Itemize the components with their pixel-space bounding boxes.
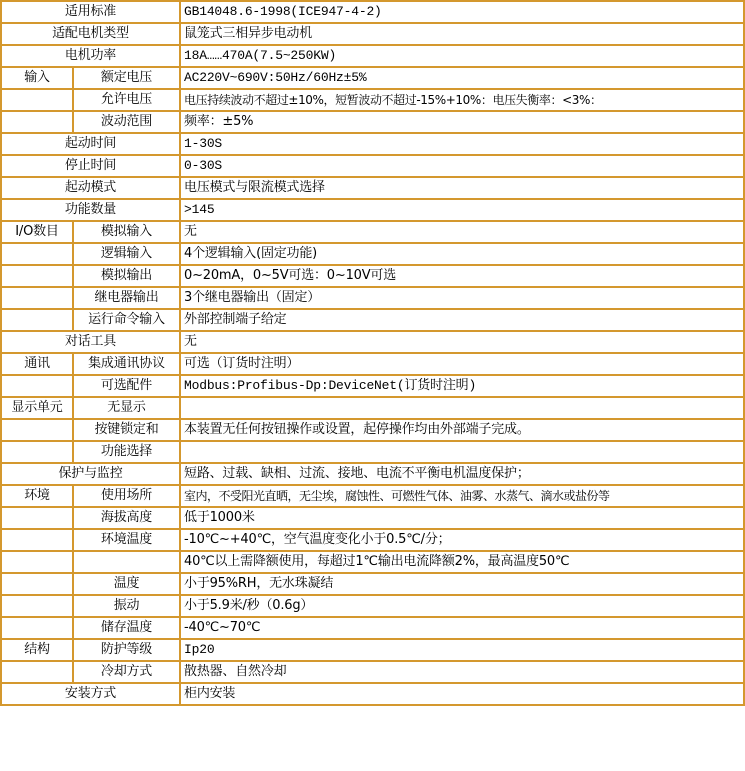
row-label: 模拟输入 — [73, 221, 180, 243]
row-value: AC220V~690V:50Hz/60Hz±5% — [180, 67, 744, 89]
row-group — [1, 309, 73, 331]
row-label: 继电器输出 — [73, 287, 180, 309]
row-group: 环境 — [1, 485, 73, 507]
row-value: 室内，不受阳光直晒，无尘埃，腐蚀性、可燃性气体、油雾、水蒸气、滴水或盐份等 — [180, 485, 744, 507]
row-label: 逻辑输入 — [73, 243, 180, 265]
table-row — [1, 617, 744, 639]
row-label: 对话工具 — [1, 331, 180, 353]
row-group — [1, 551, 73, 573]
table-row — [1, 265, 744, 287]
table-row — [1, 221, 744, 243]
row-label: 适用标准 — [1, 1, 180, 23]
row-label: 温度 — [73, 573, 180, 595]
table-row — [1, 243, 744, 265]
row-value: -10℃~+40℃，空气温度变化小于0.5℃/分； — [180, 529, 744, 551]
row-value: 4个逻辑输入(固定功能) — [180, 243, 744, 265]
row-label: 额定电压 — [73, 67, 180, 89]
row-label: 冷却方式 — [73, 661, 180, 683]
row-label: 运行命令输入 — [73, 309, 180, 331]
table-row — [1, 287, 744, 309]
row-value: 无 — [180, 331, 744, 353]
row-label — [73, 551, 180, 573]
table-row — [1, 133, 744, 155]
table-row — [1, 463, 744, 485]
row-group: 结构 — [1, 639, 73, 661]
row-group: I/O数目 — [1, 221, 73, 243]
row-value: -40℃~70℃ — [180, 617, 744, 639]
row-label: 停止时间 — [1, 155, 180, 177]
row-value — [180, 397, 744, 419]
row-group — [1, 111, 73, 133]
row-label: 波动范围 — [73, 111, 180, 133]
table-row — [1, 661, 744, 683]
row-label: 防护等级 — [73, 639, 180, 661]
row-group — [1, 375, 73, 397]
row-label: 适配电机类型 — [1, 23, 180, 45]
table-row — [1, 111, 744, 133]
row-value: 电压持续波动不超过±10%，短暂波动不超过-15%+10%：电压失衡率：<3%： — [180, 89, 744, 111]
table-row — [1, 683, 744, 705]
table-row — [1, 177, 744, 199]
table-row — [1, 23, 744, 45]
row-label: 保护与监控 — [1, 463, 180, 485]
row-group — [1, 595, 73, 617]
row-value: 可选（订货时注明） — [180, 353, 744, 375]
table-row — [1, 419, 744, 441]
row-group — [1, 661, 73, 683]
row-value: 本装置无任何按钮操作或设置，起停操作均由外部端子完成。 — [180, 419, 744, 441]
row-value — [180, 441, 744, 463]
table-row — [1, 441, 744, 463]
row-group: 输入 — [1, 67, 73, 89]
row-value: 0~20mA，0~5V可选：0~10V可选 — [180, 265, 744, 287]
table-row — [1, 1, 744, 23]
table-row — [1, 485, 744, 507]
row-label: 储存温度 — [73, 617, 180, 639]
table-row — [1, 375, 744, 397]
table-row — [1, 155, 744, 177]
row-value: 散热器、自然冷却 — [180, 661, 744, 683]
row-value: 3个继电器输出（固定） — [180, 287, 744, 309]
row-value: 短路、过载、缺相、过流、接地、电流不平衡电机温度保护； — [180, 463, 744, 485]
row-label: 安装方式 — [1, 683, 180, 705]
table-row — [1, 67, 744, 89]
row-label: 海拔高度 — [73, 507, 180, 529]
row-value: 1-30S — [180, 133, 744, 155]
row-value: 外部控制端子给定 — [180, 309, 744, 331]
table-row — [1, 309, 744, 331]
row-value: Ip20 — [180, 639, 744, 661]
table-row — [1, 529, 744, 551]
row-group: 显示单元 — [1, 397, 73, 419]
row-group — [1, 243, 73, 265]
row-label: 无显示 — [73, 397, 180, 419]
row-value: 无 — [180, 221, 744, 243]
row-label: 功能选择 — [73, 441, 180, 463]
row-value: 低于1000米 — [180, 507, 744, 529]
row-group — [1, 419, 73, 441]
row-value: 0-30S — [180, 155, 744, 177]
row-value: 40℃以上需降额使用，每超过1℃输出电流降额2%，最高温度50℃ — [180, 551, 744, 573]
row-label: 集成通讯协议 — [73, 353, 180, 375]
row-group — [1, 441, 73, 463]
table-row — [1, 199, 744, 221]
row-value: GB14048.6-1998(ICE947-4-2) — [180, 1, 744, 23]
table-row — [1, 551, 744, 573]
row-group — [1, 573, 73, 595]
row-label: 电机功率 — [1, 45, 180, 67]
row-group — [1, 89, 73, 111]
row-group: 通讯 — [1, 353, 73, 375]
row-value: >145 — [180, 199, 744, 221]
row-value: 频率：±5% — [180, 111, 744, 133]
table-row — [1, 507, 744, 529]
row-group — [1, 265, 73, 287]
table-row — [1, 595, 744, 617]
row-value: 鼠笼式三相异步电动机 — [180, 23, 744, 45]
row-group — [1, 287, 73, 309]
table-row — [1, 89, 744, 111]
row-label: 功能数量 — [1, 199, 180, 221]
table-row — [1, 573, 744, 595]
row-label: 可选配件 — [73, 375, 180, 397]
row-label: 振动 — [73, 595, 180, 617]
row-label: 起动时间 — [1, 133, 180, 155]
row-value: 小于5.9米/秒（0.6g） — [180, 595, 744, 617]
row-label: 模拟输出 — [73, 265, 180, 287]
table-row — [1, 397, 744, 419]
row-label: 环境温度 — [73, 529, 180, 551]
row-label: 按键锁定和 — [73, 419, 180, 441]
row-value: Modbus:Profibus-Dp:DeviceNet(订货时注明) — [180, 375, 744, 397]
row-value: 电压模式与限流模式选择 — [180, 177, 744, 199]
table-row — [1, 353, 744, 375]
table-row — [1, 639, 744, 661]
row-value: 小于95%RH，无水珠凝结 — [180, 573, 744, 595]
row-value: 18A……470A(7.5~250KW) — [180, 45, 744, 67]
table-row — [1, 331, 744, 353]
row-label: 允许电压 — [73, 89, 180, 111]
row-group — [1, 617, 73, 639]
table-row — [1, 45, 744, 67]
row-group — [1, 507, 73, 529]
row-group — [1, 529, 73, 551]
row-value: 柜内安装 — [180, 683, 744, 705]
row-label: 起动模式 — [1, 177, 180, 199]
row-label: 使用场所 — [73, 485, 180, 507]
